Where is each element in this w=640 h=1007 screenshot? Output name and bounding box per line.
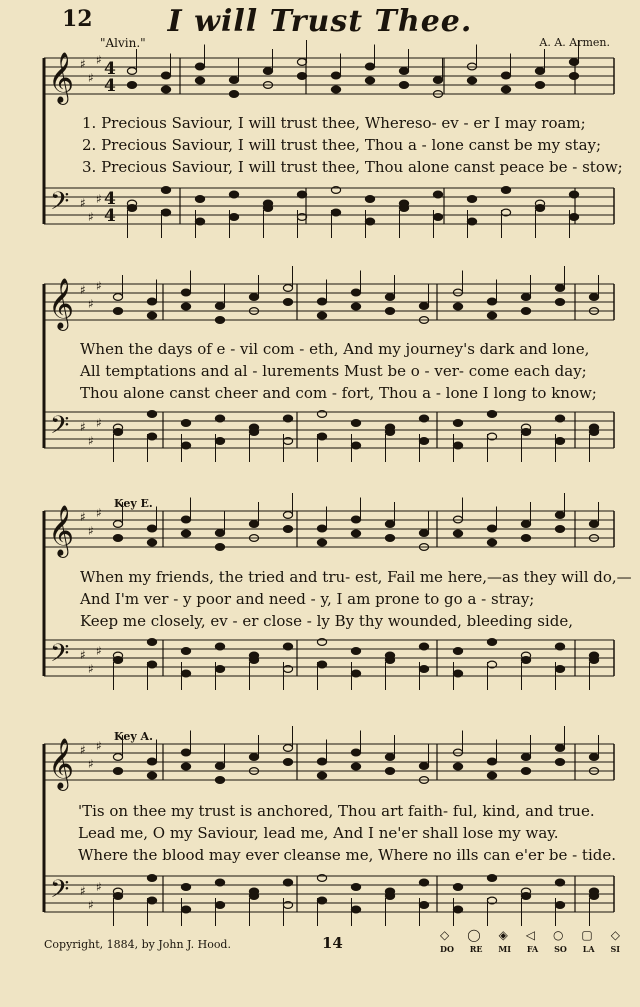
note-head [419, 666, 428, 673]
note-head [229, 214, 238, 221]
note-head [351, 749, 360, 756]
treble-clef-icon: 𝄞 [48, 738, 75, 789]
note-head [521, 521, 530, 528]
note-head [487, 411, 496, 418]
note-head [385, 308, 394, 315]
note-head [147, 661, 156, 668]
note-head [113, 429, 122, 436]
note-head [433, 77, 442, 84]
note-head [215, 530, 224, 537]
note-head [569, 191, 578, 198]
note-head [181, 420, 190, 427]
note-head [181, 289, 190, 296]
lyric-line: 1. Precious Saviour, I will trust thee, Whereso- ev - er I may roam; [82, 114, 586, 132]
lyric-line: Lead me, O my Saviour, lead me, And I ne'er shall lose my way. [78, 824, 559, 842]
note-head [351, 303, 360, 310]
sharp-icon: ♯ [96, 739, 102, 753]
time-signature: 4 [104, 76, 116, 96]
note-head [521, 768, 530, 775]
shape-note-icon: ◁ [525, 928, 535, 942]
solfa-shapes [440, 928, 620, 942]
note-head [501, 72, 510, 79]
note-head [535, 205, 544, 212]
solfa-legend [440, 928, 620, 958]
sharp-icon: ♯ [88, 662, 94, 676]
note-head [161, 72, 170, 79]
note-head [215, 415, 224, 422]
note-head [555, 512, 564, 519]
note-head [501, 86, 510, 93]
note-head [195, 77, 204, 84]
note-head [147, 433, 156, 440]
note-head [589, 521, 598, 528]
note-head [487, 772, 496, 779]
note-head [195, 63, 204, 70]
note-head [249, 893, 258, 900]
bass-clef-icon: 𝄢 [50, 411, 70, 446]
lyric-line: When the days of e - vil com - eth, And my journey's dark and lone, [80, 340, 590, 358]
note-head [181, 648, 190, 655]
note-head [555, 299, 564, 306]
note-head [317, 525, 326, 532]
note-head [419, 902, 428, 909]
copyright-notice: Copyright, 1884, by John J. Hood. [44, 938, 231, 951]
note-head [467, 196, 476, 203]
lyric-line: 2. Precious Saviour, I will trust thee, Thou a - lone canst be my stay; [82, 136, 602, 154]
note-head [351, 884, 360, 891]
note-head [487, 639, 496, 646]
note-head [555, 643, 564, 650]
note-head [453, 648, 462, 655]
note-head [161, 86, 170, 93]
note-head [351, 530, 360, 537]
note-head [385, 535, 394, 542]
note-head [317, 758, 326, 765]
note-head [147, 411, 156, 418]
note-head [555, 526, 564, 533]
note-head [419, 643, 428, 650]
note-head [385, 657, 394, 664]
note-head [249, 657, 258, 664]
composer: A. A. Armen. [539, 36, 610, 49]
note-head [555, 666, 564, 673]
bass-clef-icon: 𝄢 [50, 639, 70, 674]
note-head [419, 763, 428, 770]
note-head [181, 670, 190, 677]
solfa-name: MI [498, 944, 511, 954]
hymn-title: I will Trust Thee. [167, 4, 473, 39]
note-head [521, 535, 530, 542]
note-head [569, 59, 578, 66]
note-head [147, 539, 156, 546]
note-head [317, 433, 326, 440]
shape-note-icon: ○ [552, 928, 564, 942]
note-head [147, 298, 156, 305]
note-head [351, 670, 360, 677]
note-head [351, 442, 360, 449]
note-head [263, 205, 272, 212]
lyric-line: 'Tis on thee my trust is anchored, Thou art faith- ful, kind, and true. [78, 802, 595, 820]
note-head [487, 875, 496, 882]
treble-clef-icon: 𝄞 [48, 52, 75, 103]
note-head [283, 526, 292, 533]
note-head [317, 661, 326, 668]
key-label-e: Key E. [114, 497, 153, 510]
note-head [385, 893, 394, 900]
note-head [385, 429, 394, 436]
note-head [589, 429, 598, 436]
note-head [147, 897, 156, 904]
shape-note-icon: ◇ [440, 928, 450, 942]
note-head [365, 218, 374, 225]
note-head [249, 521, 258, 528]
note-head [351, 289, 360, 296]
note-head [399, 82, 408, 89]
note-head [113, 535, 122, 542]
note-head [181, 884, 190, 891]
note-head [127, 68, 136, 75]
lyric-line: 3. Precious Saviour, I will trust thee, Thou alone canst peace be - stow; [82, 158, 623, 176]
note-head [555, 902, 564, 909]
sharp-icon: ♯ [96, 880, 102, 894]
note-head [215, 643, 224, 650]
note-head [555, 438, 564, 445]
sharp-icon: ♯ [80, 420, 86, 434]
note-head [385, 754, 394, 761]
verse-block-2 [80, 338, 630, 404]
sharp-icon: ♯ [88, 297, 94, 311]
note-head [351, 420, 360, 427]
page-number: 12 [62, 6, 93, 32]
treble-clef-icon: 𝄞 [48, 505, 75, 556]
note-head [181, 303, 190, 310]
solfa-name: LA [582, 944, 595, 954]
note-head [555, 415, 564, 422]
note-head [589, 657, 598, 664]
solfa-name: RE [469, 944, 483, 954]
note-head [351, 648, 360, 655]
note-head [521, 294, 530, 301]
note-head [195, 218, 204, 225]
sharp-icon: ♯ [80, 648, 86, 662]
note-head [249, 294, 258, 301]
note-head [113, 308, 122, 315]
note-head [215, 763, 224, 770]
note-head [283, 415, 292, 422]
note-head [569, 73, 578, 80]
note-head [317, 897, 326, 904]
note-head [283, 643, 292, 650]
lyric-line: All temptations and al - lurements Must be o - ver- come each day; [80, 362, 587, 380]
note-head [419, 530, 428, 537]
note-head [113, 768, 122, 775]
sharp-icon: ♯ [80, 743, 86, 757]
note-head [419, 879, 428, 886]
note-head [297, 59, 306, 66]
time-signature: 4 [104, 206, 116, 226]
note-head [521, 308, 530, 315]
note-head [215, 303, 224, 310]
note-head [385, 521, 394, 528]
note-head [113, 754, 122, 761]
lyric-line: Where the blood may ever cleanse me, Where no ills can e'er be - tide. [78, 846, 617, 864]
note-head [555, 745, 564, 752]
note-head [249, 754, 258, 761]
sharp-icon: ♯ [80, 884, 86, 898]
note-head [147, 525, 156, 532]
sharp-icon: ♯ [88, 757, 94, 771]
key-label-a: Key A. [114, 730, 153, 743]
solfa-name: SO [554, 944, 567, 954]
note-head [161, 209, 170, 216]
sharp-icon: ♯ [96, 644, 102, 658]
note-head [317, 312, 326, 319]
time-signature: 4 [104, 189, 116, 209]
note-head [113, 893, 122, 900]
note-head [127, 82, 136, 89]
note-head [215, 902, 224, 909]
note-head [331, 209, 340, 216]
shape-note-icon: ▢ [581, 928, 593, 942]
tune-name: "Alvin." [100, 36, 146, 50]
note-head [365, 196, 374, 203]
note-head [181, 516, 190, 523]
note-head [453, 530, 462, 537]
solfa-name: DO [440, 944, 454, 954]
sharp-icon: ♯ [88, 71, 94, 85]
note-head [419, 303, 428, 310]
note-head [351, 516, 360, 523]
time-signature: 4 [104, 59, 116, 79]
lyric-line: When my friends, the tried and tru- est, Fail me here,—as they will do,— [80, 568, 632, 586]
note-head [467, 77, 476, 84]
treble-clef-icon: 𝄞 [48, 278, 75, 329]
note-head [433, 191, 442, 198]
bass-clef-icon: 𝄢 [50, 187, 70, 222]
sharp-icon: ♯ [96, 53, 102, 67]
note-head [113, 294, 122, 301]
note-head [317, 298, 326, 305]
note-head [521, 657, 530, 664]
note-head [467, 218, 476, 225]
note-head [113, 521, 122, 528]
note-head [351, 906, 360, 913]
note-head [589, 754, 598, 761]
solfa-name: SI [610, 944, 620, 954]
note-head [385, 294, 394, 301]
note-head [487, 312, 496, 319]
note-head [215, 777, 224, 784]
sharp-icon: ♯ [80, 57, 86, 71]
sharp-icon: ♯ [80, 510, 86, 524]
note-head [147, 312, 156, 319]
note-head [283, 759, 292, 766]
note-head [229, 191, 238, 198]
note-head [229, 91, 238, 98]
shape-note-icon: ◈ [498, 928, 508, 942]
note-head [419, 438, 428, 445]
sharp-icon: ♯ [88, 524, 94, 538]
note-head [521, 429, 530, 436]
note-head [365, 63, 374, 70]
note-head [453, 442, 462, 449]
note-head [331, 72, 340, 79]
lyric-line: Thou alone canst cheer and com - fort, Thou a - lone I long to know; [80, 384, 597, 402]
note-head [181, 442, 190, 449]
sharp-icon: ♯ [96, 192, 102, 206]
note-head [263, 68, 272, 75]
bass-clef-icon: 𝄢 [50, 875, 70, 910]
note-head [147, 639, 156, 646]
note-head [365, 77, 374, 84]
note-head [297, 73, 306, 80]
note-head [147, 875, 156, 882]
note-head [195, 196, 204, 203]
verse-block-4 [78, 800, 628, 866]
sharp-icon: ♯ [96, 416, 102, 430]
sharp-icon: ♯ [80, 196, 86, 210]
note-head [589, 893, 598, 900]
lyric-line: And I'm ver - y poor and need - y, I am prone to go a - stray; [80, 590, 535, 608]
note-head [419, 415, 428, 422]
note-head [555, 759, 564, 766]
shape-note-icon: ◇ [610, 928, 620, 942]
note-head [283, 745, 292, 752]
note-head [433, 214, 442, 221]
note-head [521, 893, 530, 900]
sharp-icon: ♯ [80, 283, 86, 297]
note-head [555, 879, 564, 886]
note-head [399, 68, 408, 75]
solfa-name: FA [526, 944, 539, 954]
note-head [453, 763, 462, 770]
note-head [487, 525, 496, 532]
note-head [283, 879, 292, 886]
note-head [453, 906, 462, 913]
note-head [535, 82, 544, 89]
note-head [589, 294, 598, 301]
note-head [569, 214, 578, 221]
note-head [215, 317, 224, 324]
note-head [127, 205, 136, 212]
footer-page-number: 14 [322, 934, 343, 952]
note-head [535, 68, 544, 75]
sharp-icon: ♯ [96, 279, 102, 293]
note-head [181, 763, 190, 770]
note-head [181, 530, 190, 537]
sharp-icon: ♯ [88, 434, 94, 448]
note-head [229, 77, 238, 84]
note-head [351, 763, 360, 770]
note-head [181, 906, 190, 913]
note-head [453, 884, 462, 891]
shape-note-icon: ◯ [467, 928, 481, 942]
note-head [521, 754, 530, 761]
note-head [487, 758, 496, 765]
note-head [453, 670, 462, 677]
solfa-names [440, 944, 620, 954]
verse-block-1 [82, 112, 632, 178]
note-head [283, 299, 292, 306]
note-head [317, 772, 326, 779]
note-head [249, 429, 258, 436]
note-head [283, 512, 292, 519]
note-head [487, 539, 496, 546]
note-head [215, 666, 224, 673]
note-head [215, 438, 224, 445]
note-head [453, 303, 462, 310]
note-head [215, 544, 224, 551]
note-head [555, 285, 564, 292]
note-head [181, 749, 190, 756]
note-head [215, 879, 224, 886]
note-head [487, 298, 496, 305]
note-head [399, 205, 408, 212]
sharp-icon: ♯ [88, 210, 94, 224]
note-head [501, 187, 510, 194]
verse-block-3 [80, 566, 630, 632]
note-head [385, 768, 394, 775]
sharp-icon: ♯ [96, 506, 102, 520]
note-head [113, 657, 122, 664]
note-head [283, 285, 292, 292]
note-head [331, 86, 340, 93]
note-head [297, 191, 306, 198]
sharp-icon: ♯ [88, 898, 94, 912]
note-head [147, 772, 156, 779]
note-head [317, 539, 326, 546]
lyric-line: Keep me closely, ev - er close - ly By thy wounded, bleeding side, [80, 612, 573, 630]
note-head [453, 420, 462, 427]
note-head [161, 187, 170, 194]
note-head [147, 758, 156, 765]
